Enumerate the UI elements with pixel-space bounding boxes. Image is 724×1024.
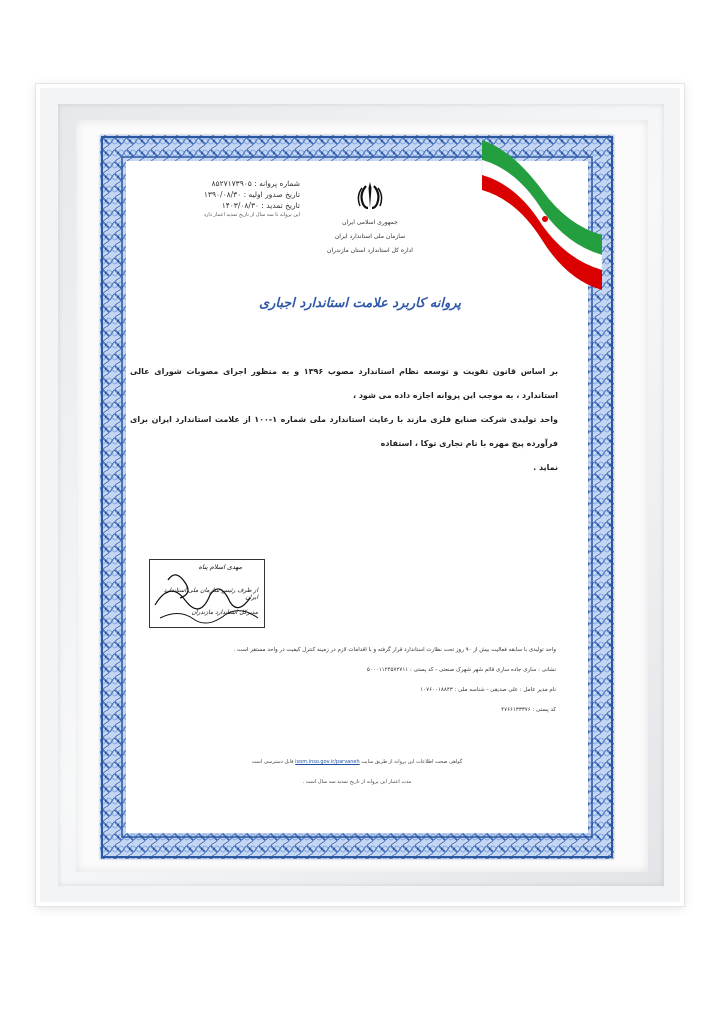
signatory-on-behalf: از طرف رئیس سازمان ملی استاندارد ایران <box>163 587 258 601</box>
province-office: اداره کل استاندارد استان مازندران <box>327 247 413 254</box>
validity-note: مدت اعتبار این پروانه از تاریخ تمدید سه سال است . <box>302 779 412 785</box>
details-manager: نام مدیر عامل : علی صدیقی - شناسه ملی : ۱۰۷۶۰۰۱۸۸۴۳ <box>420 687 556 693</box>
country-name: جمهوری اسلامی ایران <box>342 219 398 226</box>
first-issue-date: تاریخ صدور اولیه : ۱۳۹۰/۰۸/۳۰ <box>203 190 300 199</box>
verification-link[interactable]: isom.inso.gov.ir/parvaneh <box>295 759 360 765</box>
details-postal-code: کد پستی : ۴۷۶۶۱۳۳۳۷۶ <box>501 707 556 713</box>
body-paragraph-3: نماید . <box>533 463 558 472</box>
certificate-body <box>130 360 558 480</box>
signature-stamp <box>149 559 265 628</box>
validity-small-note: این پروانه تا سه سال از تاریخ تمدید اعتبار دارد <box>203 212 300 218</box>
unit-details <box>233 640 556 720</box>
organization-name: سازمان ملی استاندارد ایران <box>334 233 406 240</box>
emblem-header <box>320 180 420 258</box>
certificate-title: پروانه کاربرد علامت استاندارد اجباری <box>258 296 462 311</box>
body-paragraph-1: بر اساس قانون تقویت و توسعه نظام استاندارد مصوب ۱۳۹۶ و به منظور اجرای مصوبات شورای عالی استاندارد ، به موجب این پروانه اجازه داده می شود ، <box>130 367 558 400</box>
renewal-date: تاریخ تمدید : ۱۴۰۳/۰۸/۳۰ <box>221 201 300 210</box>
body-paragraph-2: واحد تولیدی شرکت صنایع فلزی مازند با رعایت استاندارد ملی شماره ۱-۱۰۰ از علامت استاندارد ایران برای فرآورده پیچ مهره با نام تجاری توکا ، استفاده <box>130 415 558 448</box>
verification-text-before: گواهی صحت اطلاعات این پروانه از طریق سایت <box>361 759 463 765</box>
verification-text-after: قابل دسترسی است <box>251 759 294 765</box>
details-address: نشانی : ساری جاده ساری قائم شهر شهرک صنعتی - کد پستی : ۵۰۰۰۱۱۲۴۵۷۲۷۱۱ <box>366 667 556 673</box>
details-line-1: واحد تولیدی با سابقه فعالیت بیش از ۹۰ روز تحت نظارت استاندارد قرار گرفته و با اقدامات لازم در زمینه کنترل کیفیت در واحد مستقر است . <box>233 647 556 653</box>
signatory-role: مدیرکل استاندارد مازندران <box>191 609 258 616</box>
verification-note <box>222 752 492 772</box>
iran-flag-ribbon <box>472 140 612 290</box>
serial-info <box>170 178 300 219</box>
iran-emblem-icon <box>355 180 385 212</box>
flag-emblem-icon <box>542 216 548 222</box>
signatory-name: مهدی اسلام پناه <box>198 563 242 571</box>
serial-number: شماره پروانه : ۸۵۲۷۱۷۳۹۰۵ <box>211 179 300 188</box>
footer-note <box>222 752 492 792</box>
